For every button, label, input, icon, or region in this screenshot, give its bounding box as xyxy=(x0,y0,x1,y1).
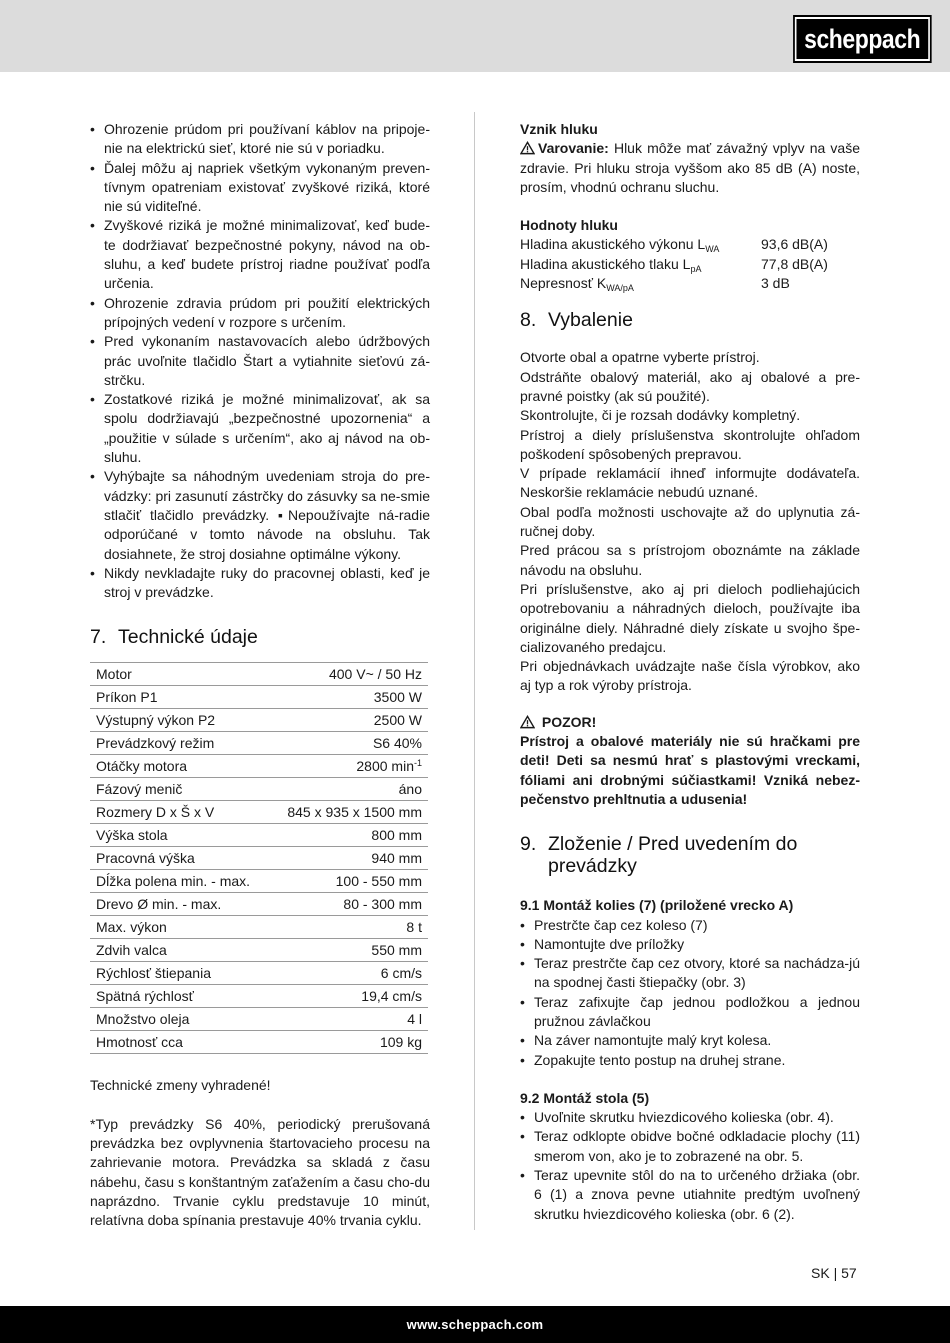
risk-list xyxy=(90,120,430,602)
table-row: Množstvo oleja 4 l xyxy=(90,1008,428,1031)
tech-specs-table xyxy=(90,662,428,1054)
paragraph: V prípade reklamácií ihneď informujte dodávateľa. Neskoršie reklamácie nebudú uznané. xyxy=(520,465,860,501)
header-bar xyxy=(0,0,950,72)
warning-icon xyxy=(520,715,535,729)
table-row: Max. výkon 8 t xyxy=(90,916,428,939)
s92-heading: 9.2 Montáž stola (5) xyxy=(520,1089,650,1106)
table-row: Pracovná výška 940 mm xyxy=(90,847,428,870)
table-row: Drevo Ø min. - max. 80 - 300 mm xyxy=(90,893,428,916)
table-row: Rozmery D x Š x V 845 x 935 x 1500 mm xyxy=(90,801,428,824)
unpack-text xyxy=(520,348,860,695)
list-item: • Nikdy nevkladajte ruky do pracovnej oblasti, keď je stroj v prevádzke. xyxy=(90,564,430,603)
list-item: • Ďalej môžu aj napriek všetkým vykonaným preven-tívnym opatreniam existovať zvyškové riziká, ktoré nie sú viditeľné. xyxy=(90,159,430,217)
table-row: Príkon P1 3500 W xyxy=(90,686,428,709)
list-item: • Uvoľnite skrutku hviezdicového kolieska (obr. 4). xyxy=(520,1108,860,1127)
list-item: • Teraz zafixujte čap jednou podložkou a jednou pružnou závlačkou xyxy=(520,993,860,1032)
section-7-heading: 7. Technické údaje xyxy=(90,626,258,649)
list-item: • Prestrčte čap cez koleso (7) xyxy=(520,916,860,935)
left-column xyxy=(90,120,430,1231)
list-item: • Ohrozenie prúdom pri používaní káblov na pripoje-nie na elektrickú sieť, ktoré nie sú v poriadku. xyxy=(90,120,430,159)
paragraph: Pred prácou sa s prístrojom oboznámte na základe návodu na obsluhu. xyxy=(520,542,860,578)
right-column xyxy=(520,120,860,1224)
footer-url[interactable]: www.scheppach.com xyxy=(406,1317,544,1332)
list-item: • Vyhýbajte sa náhodným uvedeniam stroja do pre-vádzky: pri zasunutí zástrčky do zásuvky sa ne-smie stlačiť tlačidlo prevádzky. ▪Nepoužívajte ná-radie odporúčané v tomto návode na obsluhu. Tak dosiahnete, že stroj dosiahne optimálne výkony. xyxy=(90,467,430,563)
table-row: Hmotnosť cca 109 kg xyxy=(90,1031,428,1054)
paragraph: Prístroj a diely príslušenstva skontrolujte ohľadom poškodení spôsobených prepravou. xyxy=(520,426,860,462)
table-row: Rýchlosť štiepania 6 cm/s xyxy=(90,962,428,985)
noise-heading: Vznik hluku xyxy=(520,121,598,137)
pozor-text: Prístroj a obalové materiály nie sú hračkami pre deti! Deti sa nesmú hrať s plastovými vreckami, fóliami ani drobnými súčiastkami! Vzniká nebez-pečenstvo prehltnutia a udusenia! xyxy=(520,733,860,807)
table-row: Výška stola 800 mm xyxy=(90,824,428,847)
s92-list xyxy=(520,1108,860,1224)
noise-warning: Varovanie: Hluk môže mať závažný vplyv na vaše zdravie. Pri hluku stroja vyššom ako 85 dB (A) noste, prosím, vhodnú ochranu sluchu. xyxy=(520,140,860,195)
paragraph: Skontrolujte, či je rozsah dodávky kompletný. xyxy=(520,407,801,424)
paragraph: Odstráňte obalový materiál, ako aj obalové a pre-pravné poistky (ak sú použité). xyxy=(520,368,860,404)
list-item: • Zvyškové riziká je možné minimalizovať, keď bude-te dodržiavať bezpečnostné pokyny, návod na ob-sluhu, a keď budete prístroj riadne používať podľa určenia. xyxy=(90,216,430,293)
table-row: Spätná rýchlosť 19,4 cm/s xyxy=(90,985,428,1008)
table-row: Motor 400 V~ / 50 Hz xyxy=(90,663,428,686)
list-item: • Teraz odklopte obidve bočné odkladacie plochy (11) smerom von, ako je to zobrazené na obr. 5. xyxy=(520,1127,860,1166)
list-item: • Namontujte dve príložky xyxy=(520,935,860,954)
list-item: • Na záver namontujte malý kryt kolesa. xyxy=(520,1031,860,1050)
section-8-heading: 8. Vybalenie xyxy=(520,309,633,332)
list-item: • Teraz upevnite stôl do na to určeného držiaka (obr. 6 (1) a znova pevne utiahnite predtým uvoľnený skrutku hviezdicového kolieska (obr. 6 (2). xyxy=(520,1166,860,1224)
s6-duty-note: *Typ prevádzky S6 40%, periodický prerušovaná prevádzka bez ovplyvnenia štartovacieho procesu na zahrievanie motora. Prevádzka sa skladá z času nábehu, času s konštantným zaťažením a času cho-du naprázdno. Trvanie cyklu predstavuje 10 minút, relatívna doba spínania prestavuje 40% trvania cyklu. xyxy=(90,1115,430,1229)
table-row: Hladina akustického výkonu $L_{WA}$ 93,6 dB(A) xyxy=(520,236,828,255)
list-item: • Zostatkové riziká je možné minimalizovať, ak sa spolu dodržiavajú „bezpečnostné upozornenia“ a „použitie v súlade s určením“, ako aj návod na ob-sluhu. xyxy=(90,390,430,467)
table-row: Fázový menič áno xyxy=(90,778,428,801)
table-row: Hladina akustického tlaku $L_{pA}$ 77,8 dB(A) xyxy=(520,255,828,274)
pozor-heading: POZOR! xyxy=(520,713,860,732)
list-item: • Teraz prestrčte čap cez otvory, ktoré sa nachádza-jú na spodnej časti štiepačky (obr. 3) xyxy=(520,954,860,993)
table-row: Nepresnosť $K_{WA/pA}$ 3 dB xyxy=(520,275,790,294)
section-9-heading: 9. Zloženie / Pred uvedením do prevádzky xyxy=(520,833,798,878)
paragraph: Pri príslušenstve, ako aj pri dieloch podliehajúcich opotrebovaniu a náhradných dieloch, používajte iba originálne diely. Náhradné diely získate u svojho špe-cializovaného predajcu. xyxy=(520,580,860,655)
paragraph: Otvorte obal a opatrne vyberte prístroj. xyxy=(520,349,760,366)
noise-values-table xyxy=(520,235,828,293)
table-row: Otáčky motora 2800 $\min^{-1}$ xyxy=(90,755,428,778)
list-item: • Zopakujte tento postup na druhej strane. xyxy=(520,1051,860,1070)
paragraph: Obal podľa možnosti uschovajte až do uplynutia zá-ručnej doby. xyxy=(520,503,860,540)
page-number: SK | 57 xyxy=(811,1265,857,1281)
table-row: Výstupný výkon P2 2500 W xyxy=(90,709,428,732)
noise-values-heading: Hodnoty hluku xyxy=(520,217,618,234)
paragraph: Pri objednávkach uvádzajte naše čísla výrobkov, ako aj typ a rok výroby prístroja. xyxy=(520,658,860,694)
footer-bar xyxy=(0,1306,950,1343)
tech-changes-note: Technické zmeny vyhradené! xyxy=(90,1077,271,1094)
list-item: • Ohrozenie zdravia prúdom pri použití elektrických prípojných vedení v rozpore s určením. xyxy=(90,294,430,333)
warning-icon xyxy=(520,141,535,155)
brand-logo: scheppach xyxy=(795,17,930,61)
column-divider xyxy=(474,112,475,1230)
s91-heading: 9.1 Montáž kolies (7) (priložené vrecko A) xyxy=(520,897,794,914)
s91-list xyxy=(520,916,860,1070)
table-row: Zdvih valca 550 mm xyxy=(90,939,428,962)
list-item: • Pred vykonaním nastavovacích alebo údržbových prác uvoľnite tlačidlo Štart a vytiahnite sieťovú zá-strčku. xyxy=(90,332,430,390)
table-row: Prevádzkový režim S6 40% xyxy=(90,732,428,755)
table-row: Dĺžka polena min. - max. 100 - 550 mm xyxy=(90,870,428,893)
